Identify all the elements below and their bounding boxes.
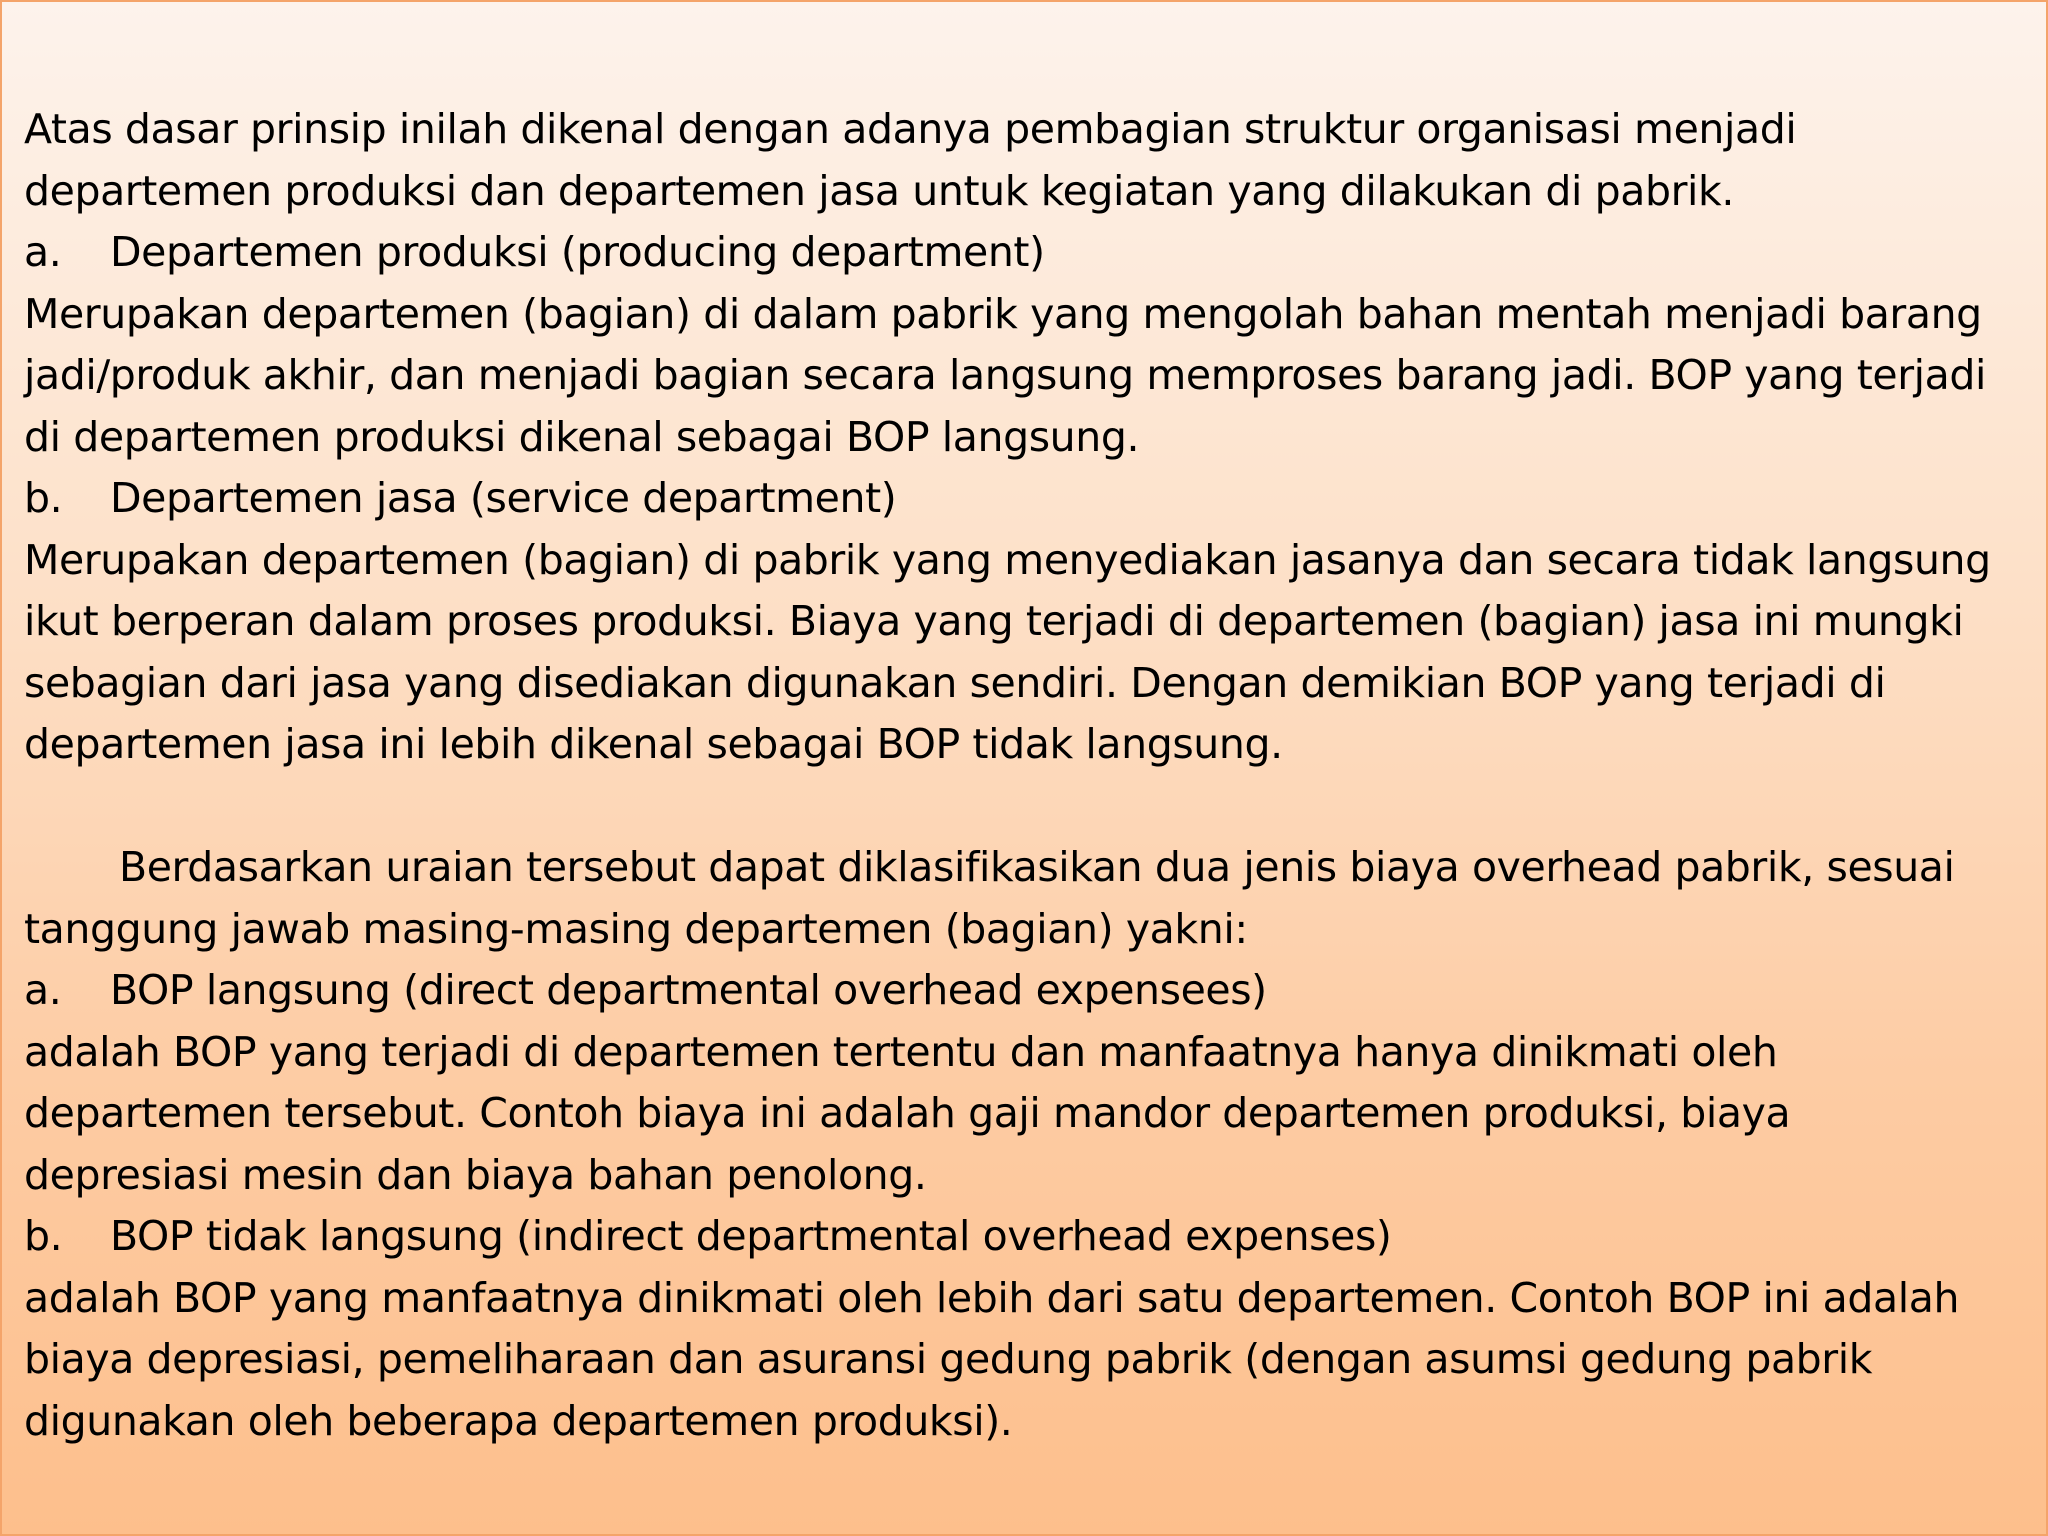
paragraph-line: di departemen produksi dikenal sebagai BOP langsung. [24,412,1140,461]
paragraph-line: departemen tersebut. Contoh biaya ini adalah gaji mandor departemen produksi, biaya [24,1089,1791,1137]
slide-body-text [24,99,2034,1452]
paragraph-line: jadi/produk akhir, dan menjadi bagian secara langsung memproses barang jadi. BOP yang terjadi [24,351,1987,399]
intro-line: Atas dasar prinsip inilah dikenal dengan adanya pembagian struktur organisasi menjadi [24,105,1797,153]
blank-line [24,776,2034,838]
classification-line: tanggung jawab masing-masing departemen (bagian) yakni: [24,904,1248,953]
list-item-producing-department [24,222,2034,284]
list-heading: BOP tidak langsung (indirect departmental overhead expenses) [110,1212,1392,1260]
list-item-direct-bop [24,960,2034,1022]
classification-text: Berdasarkan uraian tersebut dapat diklasifikasikan dua jenis biaya overhead pabrik, sesuai [119,843,1955,891]
paragraph-line: adalah BOP yang manfaatnya dinikmati oleh lebih dari satu departemen. Contoh BOP ini adalah [24,1273,1960,1322]
paragraph-line: depresiasi mesin dan biaya bahan penolong. [24,1150,927,1199]
list-marker: a. [24,966,62,1014]
list-heading: Departemen produksi (producing department) [110,228,1045,276]
paragraph-line: sebagian dari jasa yang disediakan digunakan sendiri. Dengan demikian BOP yang terjadi di [24,658,1886,707]
paragraph-line: adalah BOP yang terjadi di departemen tertentu dan manfaatnya hanya dinikmati oleh [24,1027,1778,1076]
list-item-indirect-bop [24,1206,2034,1268]
intro-line: departemen produksi dan departemen jasa untuk kegiatan yang dilakukan di pabrik. [24,166,1734,215]
paragraph-line: digunakan oleh beberapa departemen produksi). [24,1396,1013,1445]
list-heading: Departemen jasa (service department) [110,474,897,522]
list-marker: a. [24,228,62,276]
paragraph-line: ikut berperan dalam proses produksi. Biaya yang terjadi di departemen (bagian) jasa ini mungki [24,597,1964,645]
list-heading: BOP langsung (direct departmental overhead expensees) [110,966,1267,1014]
classification-line [24,837,2034,899]
list-marker: b. [24,474,63,522]
list-item-service-department [24,468,2034,530]
paragraph-line: Merupakan departemen (bagian) di dalam pabrik yang mengolah bahan mentah menjadi barang [24,289,1982,338]
paragraph-line: departemen jasa ini lebih dikenal sebagai BOP tidak langsung. [24,720,1283,768]
paragraph-line: biaya depresiasi, pemeliharaan dan asuransi gedung pabrik (dengan asumsi gedung pabrik [24,1335,1873,1383]
paragraph-line: Merupakan departemen (bagian) di pabrik yang menyediakan jasanya dan secara tidak langsung [24,535,1991,584]
list-marker: b. [24,1212,63,1260]
